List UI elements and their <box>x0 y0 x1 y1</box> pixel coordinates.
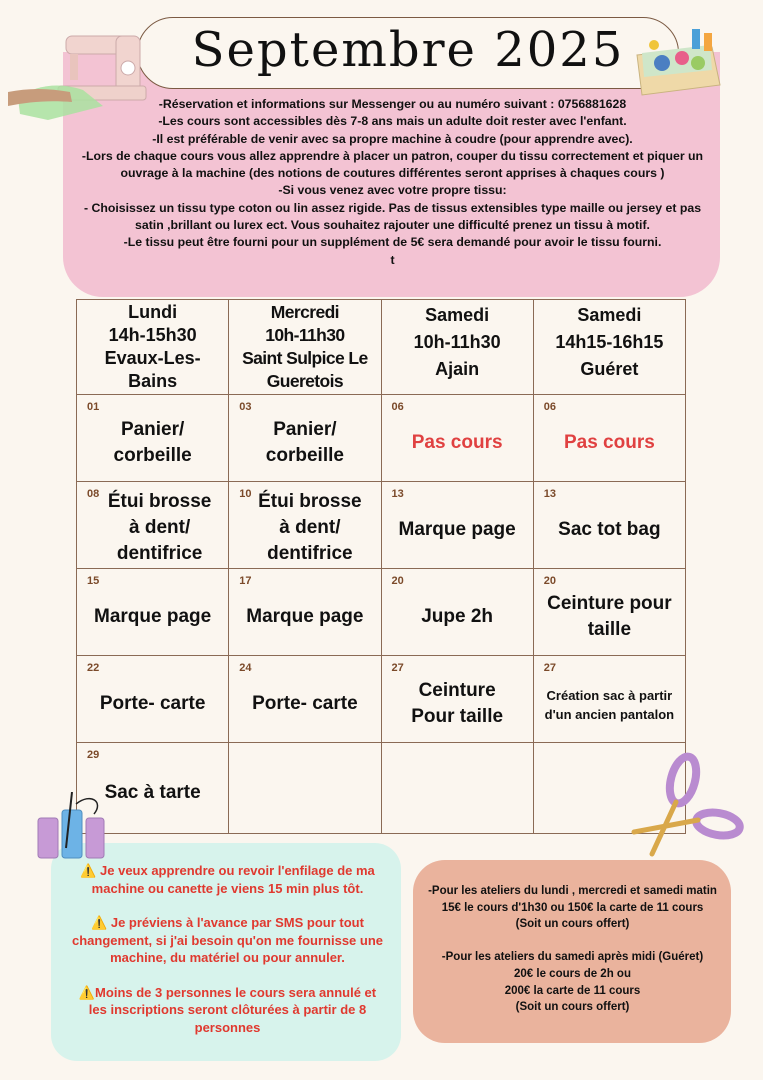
info-line: - Choisissez un tissu type coton ou lin assez rigide. Pas de tissus extensibles type maille ou jersey et pas satin ,brillant ou lurex ect. Vous souhaitez rajouter une difficulté prenez un tissu à motif. <box>83 200 702 233</box>
schedule-cell <box>533 569 685 656</box>
schedule-cell <box>533 656 685 743</box>
schedule-cell <box>381 743 533 834</box>
day-number: 17 <box>239 575 252 587</box>
table-row <box>77 482 686 569</box>
day-number: 27 <box>543 662 556 674</box>
course-label: Marque page <box>94 606 212 627</box>
scissors-icon <box>628 752 748 862</box>
header-place: Saint Sulpice Le Gueretois <box>242 348 368 391</box>
day-number: 27 <box>391 662 404 674</box>
schedule-cell <box>229 395 381 482</box>
schedule-cell <box>77 569 229 656</box>
schedule-cell <box>229 656 381 743</box>
course-label: Panier/ corbeille <box>265 419 344 466</box>
sewing-machine-icon <box>8 28 148 123</box>
header-day: Samedi <box>425 305 490 325</box>
header-time: 10h-11h30 <box>413 332 501 352</box>
schedule-cell <box>229 569 381 656</box>
pricing-text <box>420 883 725 1032</box>
table-row <box>77 569 686 656</box>
day-number: 20 <box>391 575 404 587</box>
header-day: Lundi <box>128 302 178 322</box>
day-number: 13 <box>391 488 404 500</box>
header-lundi <box>77 300 229 395</box>
table-row <box>77 395 686 482</box>
title-banner <box>137 17 679 89</box>
info-line: -Réservation et informations sur Messenger ou au numéro suivant : 0756881628 <box>158 97 627 111</box>
day-number: 20 <box>543 575 556 587</box>
day-number: 13 <box>543 488 556 500</box>
header-time: 14h15-16h15 <box>555 332 664 352</box>
table-header-row <box>77 300 686 395</box>
day-number: 29 <box>87 749 100 761</box>
schedule-cell <box>533 482 685 569</box>
thread-spools-icon <box>36 792 108 862</box>
header-mercredi <box>229 300 381 395</box>
schedule-cell <box>229 743 381 834</box>
header-samedi-aprem <box>533 300 685 395</box>
info-line: -Lors de chaque cours vous allez apprendre à placer un patron, couper du tissu correctement et piquer un ouvrage à la machine (des notions de coutures différentes seront apprises à chaques cours ) <box>81 148 704 181</box>
info-line: -Il est préférable de venir avec sa propre machine à coudre (pour apprendre avec). <box>152 131 633 146</box>
course-label: Ceinture Pour taille <box>411 680 504 727</box>
schedule-table <box>76 299 686 834</box>
course-label: Sac à tarte <box>104 782 201 803</box>
course-label: Marque page <box>398 519 516 540</box>
day-number: 03 <box>239 401 252 413</box>
header-place: Ajain <box>435 359 480 379</box>
schedule-cell <box>229 482 381 569</box>
warnings-text <box>70 862 385 1053</box>
pricing-saturday-title: -Pour les ateliers du samedi après midi (Guéret) <box>441 951 704 964</box>
day-number: 06 <box>543 401 556 413</box>
warning-item: ⚠️Moins de 3 personnes le cours sera annulé et les inscriptions seront clôturées à partir de 8 personnes <box>78 984 377 1035</box>
warning-item: ⚠️ Je préviens à l'avance par SMS pour tout changement, si j'ai besoin qu'on me fournisse une machine, du matériel ou pour annuler. <box>71 915 384 965</box>
schedule-cell <box>77 482 229 569</box>
table-row <box>77 656 686 743</box>
header-day: Mercredi <box>270 302 339 322</box>
pricing-saturday-note: (Soit un cours offert) <box>515 1001 630 1014</box>
course-label: Étui brosse à dent/ dentifrice <box>258 491 362 564</box>
pricing-weekday-price: 15€ le cours d'1h30 ou 150€ la carte de 11 cours <box>441 901 704 914</box>
day-number: 22 <box>87 662 100 674</box>
course-label: Panier/ corbeille <box>113 419 192 466</box>
info-line: -Si vous venez avec votre propre tissu: <box>278 183 507 198</box>
course-label: Pas cours <box>411 432 503 453</box>
course-label: Sac tot bag <box>558 519 661 540</box>
info-line: -Le tissu peut être fourni pour un supplément de 5€ sera demandé pour avoir le tissu fourni. <box>123 235 662 250</box>
page-title: Septembre 2025 <box>191 22 625 78</box>
course-label: Création sac à partir d'un ancien pantalon <box>544 688 675 722</box>
course-label: Ceinture pour taille <box>547 593 672 640</box>
header-place: Guéret <box>580 359 639 379</box>
day-number: 01 <box>87 401 100 413</box>
header-time: 14h-15h30 <box>108 325 197 345</box>
day-number: 08 <box>87 488 100 500</box>
course-label: Pas cours <box>563 432 655 453</box>
course-label: Marque page <box>246 606 364 627</box>
day-number: 10 <box>239 488 252 500</box>
schedule-cell <box>381 482 533 569</box>
info-line: t <box>390 252 395 267</box>
pricing-saturday-price1: 20€ le cours de 2h ou <box>514 967 631 980</box>
day-number: 15 <box>87 575 100 587</box>
warning-item: ⚠️ Je veux apprendre ou revoir l'enfilage de ma machine ou canette je viens 15 min plus tôt. <box>80 863 375 896</box>
schedule-cell <box>77 656 229 743</box>
day-number: 24 <box>239 662 252 674</box>
course-label: Étui brosse à dent/ dentifrice <box>107 491 212 564</box>
course-label: Porte- carte <box>99 693 206 714</box>
schedule-cell <box>77 395 229 482</box>
schedule-cell <box>533 395 685 482</box>
schedule-cell <box>381 569 533 656</box>
sewing-box-icon <box>632 25 722 100</box>
day-number: 06 <box>391 401 404 413</box>
pricing-weekday-note: (Soit un cours offert) <box>515 918 630 931</box>
schedule-cell <box>381 656 533 743</box>
header-place: Evaux-Les-Bains <box>104 348 201 391</box>
header-samedi-matin <box>381 300 533 395</box>
course-label: Porte- carte <box>252 693 358 714</box>
header-time: 10h-11h30 <box>265 325 345 345</box>
pricing-weekday-title: -Pour les ateliers du lundi , mercredi et samedi matin <box>428 885 717 897</box>
info-text <box>70 96 715 269</box>
table-row <box>77 743 686 834</box>
header-day: Samedi <box>577 305 642 325</box>
course-label: Jupe 2h <box>421 606 494 627</box>
info-line: -Les cours sont accessibles dès 7-8 ans mais un adulte doit rester avec l'enfant. <box>158 114 627 129</box>
schedule-cell <box>381 395 533 482</box>
pricing-saturday-price2: 200€ la carte de 11 cours <box>504 984 641 997</box>
course-label <box>230 783 379 793</box>
course-label <box>383 783 532 793</box>
